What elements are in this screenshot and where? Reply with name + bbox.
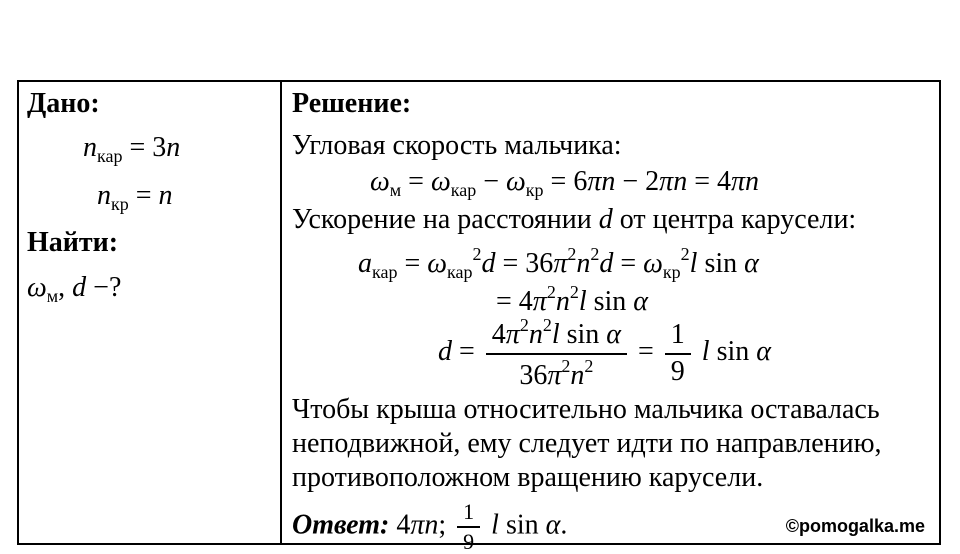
answer-label: Ответ:	[292, 509, 390, 541]
equation-3: = $4\pi^2n^2l$ sin α	[496, 282, 648, 317]
solution-text-1: Угловая скорость мальчика:	[292, 130, 622, 161]
paragraph-line-3: противоположном вращению карусели.	[292, 462, 764, 493]
given-line-1: $n_{кар} = 3n$	[83, 132, 181, 166]
equation-4: d = $\frac{4\pi^2n^2l \sin \alpha}{36\pi^2n^2}$ = $\frac{1}{9}$ l sin α	[438, 315, 771, 391]
solution-text-2: Ускорение на расстоянии d от центра карусели:	[292, 204, 857, 235]
given-heading: Дано:	[27, 88, 100, 119]
given-line-2: $n_{кр} = n$	[97, 180, 173, 214]
equation-2: $a_{кар} = \omega_{кар}^2d = 36\pi^2n^2d = \omega_{кр}^2l$ sin α	[358, 244, 759, 282]
paragraph-line-2: неподвижной, ему следует идти по направлению,	[292, 428, 882, 459]
brand-watermark: ©pomogalka.me	[785, 516, 925, 536]
fraction-one-ninth: $\frac{1}{9}$	[665, 320, 691, 388]
fraction-d: $\frac{4\pi^2n^2l \sin \alpha}{36\pi^2n^2}$	[486, 316, 627, 392]
answer-fraction: $\frac{1}{9}$	[457, 500, 480, 554]
find-heading: Найти:	[27, 227, 119, 258]
solution-heading: Решение:	[292, 88, 412, 119]
solution-column	[282, 82, 939, 554]
equation-1: $\omega_м = \omega_{кар} - \omega_{кр} = 6\pi n - 2\pi n = 4\pi n$	[370, 166, 760, 200]
paragraph-line-1: Чтобы крыша относительно мальчика оставалась	[292, 394, 880, 425]
answer-line: Ответ: 4πn; $\frac{1}{9}$ l sin α.	[292, 499, 568, 554]
find-line: $\omega_м$, d −?	[27, 272, 122, 306]
given-column	[19, 82, 282, 543]
solution-table	[17, 80, 941, 554]
